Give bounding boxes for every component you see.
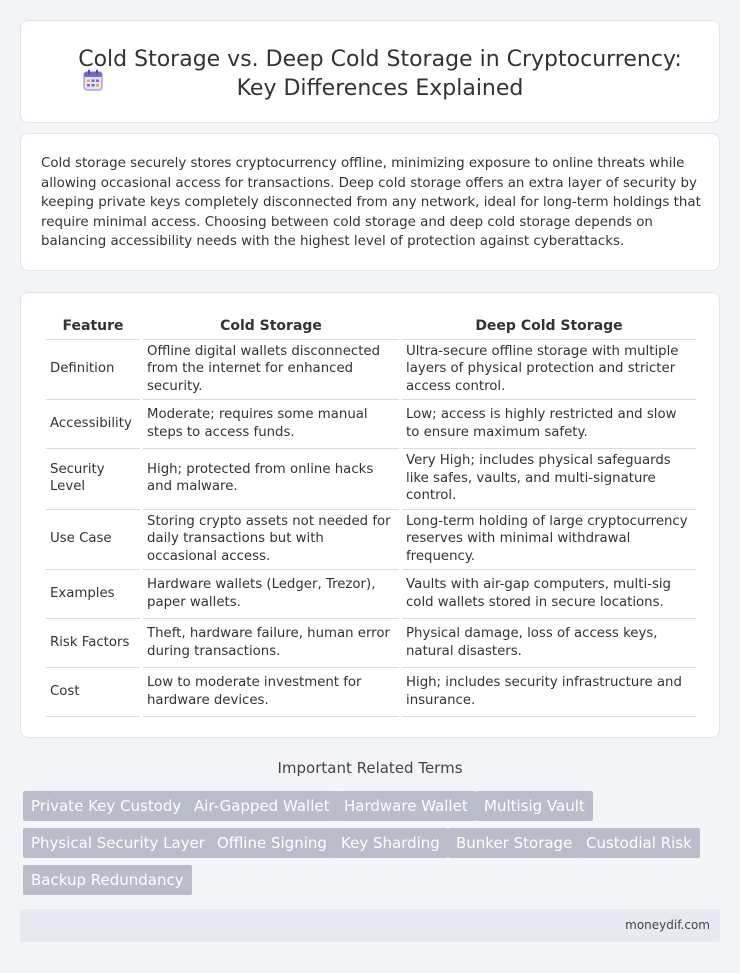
table-row: [46, 340, 696, 401]
tag-multisig-vault[interactable]: Multisig Vault: [476, 791, 593, 821]
cold-storage-cell: Moderate; requires some manual steps to access funds.: [143, 400, 399, 449]
title-card: [20, 20, 720, 123]
cold-storage-cell: Low to moderate investment for hardware devices.: [143, 668, 399, 717]
cold-storage-cell: High; protected from online hacks and malware.: [143, 449, 399, 510]
feature-cell: Cost: [46, 668, 140, 717]
tag-hardware-wallet[interactable]: Hardware Wallet: [336, 791, 476, 821]
deep-cold-storage-cell: Long-term holding of large cryptocurrency reserves with minimal withdrawal frequency.: [402, 510, 696, 571]
table-row: [46, 668, 696, 717]
deep-cold-storage-cell: Ultra-secure offline storage with multiple layers of physical protection and stricter access control.: [402, 340, 696, 401]
deep-cold-storage-cell: Very High; includes physical safeguards like safes, vaults, and multi-signature control.: [402, 449, 696, 510]
table-row: [46, 510, 696, 571]
comparison-table-card: [20, 292, 720, 738]
deep-cold-storage-cell: Vaults with air-gap computers, multi-sig cold wallets stored in secure locations.: [402, 570, 696, 619]
feature-cell: Accessibility: [46, 400, 140, 449]
header-feature: Feature: [46, 315, 140, 340]
feature-cell: Use Case: [46, 510, 140, 571]
header-cold-storage: Cold Storage: [143, 315, 399, 340]
cold-storage-cell: Offline digital wallets disconnected from the internet for enhanced security.: [143, 340, 399, 401]
page-title-line-2: Key Differences Explained: [236, 76, 524, 101]
cold-storage-cell: Storing crypto assets not needed for daily transactions but with occasional access.: [143, 510, 399, 571]
tag-key-sharding[interactable]: Key Sharding: [333, 828, 448, 858]
feature-cell: Definition: [46, 340, 140, 401]
table-row: [46, 449, 696, 510]
feature-cell: Security Level: [46, 449, 140, 510]
tag-air-gapped-wallet[interactable]: Air-Gapped Wallet: [186, 791, 337, 821]
feature-cell: Risk Factors: [46, 619, 140, 668]
table-row: [46, 570, 696, 619]
cold-storage-cell: Theft, hardware failure, human error during transactions.: [143, 619, 399, 668]
page-title: [61, 45, 699, 103]
footer-site-link[interactable]: moneydif.com: [625, 918, 710, 932]
table-header-row: [46, 315, 696, 340]
tag-physical-security-layer[interactable]: Physical Security Layer: [23, 828, 213, 858]
deep-cold-storage-cell: Low; access is highly restricted and slow to ensure maximum safety.: [402, 400, 696, 449]
feature-cell: Examples: [46, 570, 140, 619]
tag-backup-redundancy[interactable]: Backup Redundancy: [23, 865, 192, 895]
related-terms-title: Important Related Terms: [277, 759, 463, 777]
deep-cold-storage-cell: Physical damage, loss of access keys, natural disasters.: [402, 619, 696, 668]
comparison-table: [43, 315, 699, 717]
table-row: [46, 619, 696, 668]
footer: [20, 909, 720, 942]
intro-paragraph: Cold storage securely stores cryptocurrency offline, minimizing exposure to online threats while allowing occasional access for transactions. Deep cold storage offers an extra layer of security by keeping private keys completely disconnected from any network, ideal for long-term holdings that require minimal access. Choosing between cold storage and deep cold storage depends on balancing accessibility needs with the highest level of protection against cyberattacks.: [41, 156, 701, 249]
page-title-line-1: Cold Storage vs. Deep Cold Storage in Cryptocurrency:: [78, 47, 682, 72]
tag-offline-signing[interactable]: Offline Signing: [209, 828, 335, 858]
table-row: [46, 400, 696, 449]
intro-card: [20, 133, 720, 271]
header-deep-cold-storage: Deep Cold Storage: [402, 315, 696, 340]
cold-storage-cell: Hardware wallets (Ledger, Trezor), paper wallets.: [143, 570, 399, 619]
deep-cold-storage-cell: High; includes security infrastructure and insurance.: [402, 668, 696, 717]
tag-bunker-storage[interactable]: Bunker Storage: [448, 828, 580, 858]
tag-custodial-risk[interactable]: Custodial Risk: [578, 828, 700, 858]
tag-private-key-custody[interactable]: Private Key Custody: [23, 791, 189, 821]
